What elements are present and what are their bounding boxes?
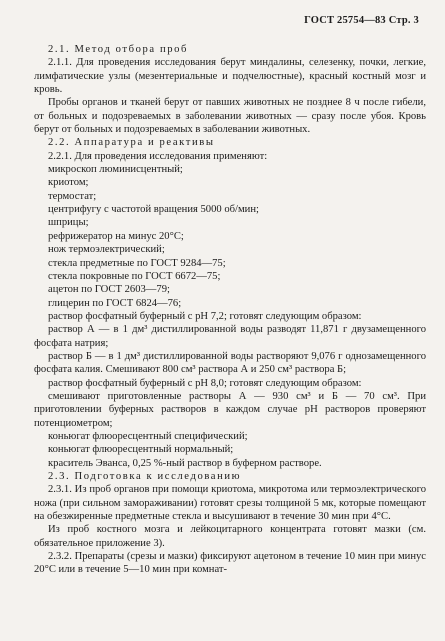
- list-item: глицерин по ГОСТ 6824—76;: [48, 297, 182, 309]
- list-item: ацетон по ГОСТ 2603—79;: [48, 284, 170, 296]
- list-item: коньюгат флюоресцентный нормальный;: [48, 444, 234, 456]
- list-item: раствор Б — в 1 дм³ дистиллированной воды растворяют 9,076 г однозамещенного фосфата калия. Смешивают 800 см³ раствора А и 250 см³ раствора Б;: [34, 350, 426, 376]
- list-item: термостат;: [48, 190, 97, 202]
- list-item: раствор А — в 1 дм³ дистиллированной воды разводят 11,871 г двузамещенного фосфата натрия;: [34, 324, 426, 349]
- page-number: Стр. 3: [388, 15, 419, 26]
- paragraph-2-2-1: 2.2.1. Для проведения исследования применяют:: [48, 150, 268, 162]
- paragraph-2-3-2: 2.3.2. Препараты (срезы и мазки) фиксируют ацетоном в течение 10 мин при минус 20°С или в течение 5—10 мин при комнат-: [34, 551, 426, 576]
- list-item: коньюгат флюоресцентный специфический;: [48, 430, 248, 442]
- section-heading-2-1: 2.1. Метод отбора проб: [48, 44, 189, 55]
- list-item: криотом;: [48, 177, 89, 189]
- list-item: стекла предметные по ГОСТ 9284—75;: [48, 257, 226, 269]
- list-item: центрифугу с частотой вращения 5000 об/мин;: [48, 204, 259, 216]
- page-header: [304, 15, 419, 26]
- list-item: рефрижератор на минус 20°С;: [48, 230, 184, 242]
- paragraph-sampling-time: Пробы органов и тканей берут от павших животных не позднее 8 ч после гибели, от больных и подозреваемых в заболевании животных — сразу после убоя. Кровь берут от больных и подозреваемых в заболевании животных.: [34, 97, 426, 136]
- list-item: краситель Эванса, 0,25 %-ный раствор в буферном растворе.: [48, 457, 322, 469]
- list-item: микроскоп люминисцентный;: [48, 164, 183, 176]
- list-item: нож термоэлектрический;: [48, 244, 165, 256]
- list-item: стекла покровные по ГОСТ 6672—75;: [48, 270, 221, 282]
- list-item: раствор фосфатный буферный с pH 8,0; готовят следующим образом:: [48, 377, 362, 389]
- list-item: смешивают приготовленные растворы А — 930 см³ и Б — 70 см³. При приготовлении буферных растворов в каждом случае pH растворов проверяют потенциометром;: [34, 390, 426, 429]
- list-item: шприцы;: [48, 217, 89, 229]
- section-heading-2-2: 2.2. Аппаратура и реактивы: [48, 137, 215, 149]
- paragraph-smears: Из проб костного мозга и лейкоцитарного концентрата готовят мазки (см. обязательное приложение 3).: [34, 524, 426, 549]
- paragraph-2-3-1: 2.3.1. Из проб органов при помощи криотома, микротома или термоэлектрического ножа (при сильном замораживании) готовят срезы толщиной 5 мк, которые помещают на обезжиренные предметные стекла и высушивают в течение 30 мин при 4°С.: [34, 484, 426, 523]
- standard-number: ГОСТ 25754—83: [304, 15, 386, 26]
- document-body: [34, 43, 426, 577]
- section-heading-2-3: 2.3. Подготовка к исследованию: [48, 471, 242, 482]
- list-item: раствор фосфатный буферный с pH 7,2; готовят следующим образом:: [48, 310, 362, 322]
- paragraph-2-1-1: 2.1.1. Для проведения исследования берут миндалины, селезенку, почки, легкие, лимфатические узлы (мезентериальные и подчелюстные), красный костный мозг и кровь.: [34, 57, 426, 96]
